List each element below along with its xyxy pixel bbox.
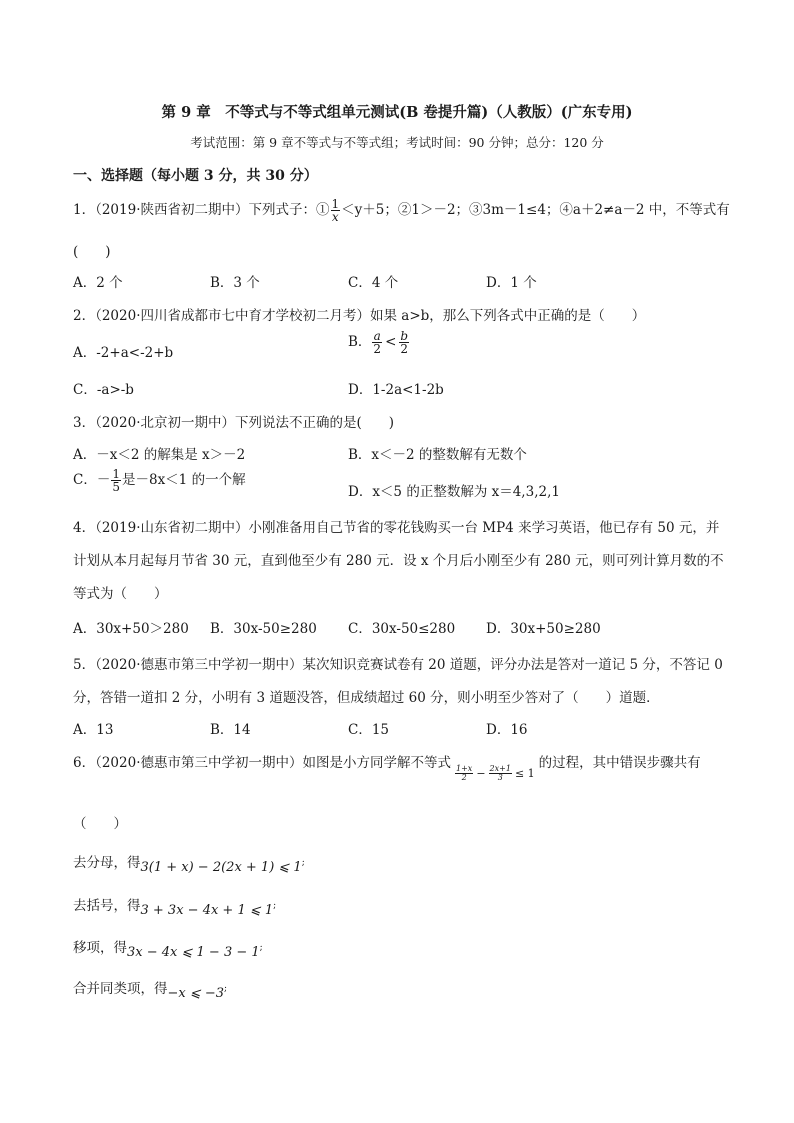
q3-fraction [111, 468, 121, 493]
q2-frac-a-den: 2 [373, 342, 382, 356]
q5-option-c[interactable]: C．15 [348, 722, 390, 738]
q6-frac-1-den: 2 [455, 773, 473, 782]
q2-option-a[interactable]: A．-2+a<-2+b [73, 345, 174, 361]
q3-option-c-rest: 是－8x＜1 的一个解 [121, 472, 246, 488]
q6-frac-2-den: 3 [489, 773, 512, 782]
q4-option-a[interactable]: A．30x+50＞280 [73, 621, 189, 637]
q6-prefix: 6．（2020·德惠市第三中学初一期中）如图是小方同学解不等式 [73, 755, 451, 771]
exam-info: 考试范围：第 9 章不等式与不等式组；考试时间：90 分钟；总分：120 分 [190, 135, 604, 150]
q5-option-d[interactable]: D．16 [486, 722, 528, 738]
q2-frac-b [399, 330, 409, 355]
q6-step-2-semi: ; [273, 901, 277, 911]
q1-rest: ＜y＋5；②1＞－2；③3m－1≤4；④a＋2≠a－2 中，不等式有 [341, 202, 730, 218]
q1-fraction [331, 198, 341, 223]
section-heading: 一、选择题（每小题 3 分，共 30 分） [73, 168, 318, 184]
q5-option-a[interactable]: A．13 [73, 722, 114, 738]
q1-option-c[interactable]: C．4 个 [348, 275, 399, 291]
q6-step-1-semi: ; [301, 858, 305, 868]
q2-option-b[interactable] [348, 330, 410, 355]
question-4-line-1: 4．（2019·山东省初二期中）小刚准备用自己节省的零花钱购买一台 MP4 来学习英语，他已存有 50 元，并 [73, 520, 720, 536]
question-4-line-3: 等式为（ ） [73, 586, 168, 602]
q2-lt: < [385, 334, 397, 350]
question-5-line-2: 分，答错一道扣 2 分，小明有 3 道题没答，但成绩超过 60 分，则小明至少答对了（ ）道题． [73, 690, 660, 706]
q6-le-1: ≤ 1 [514, 767, 535, 780]
q3-option-d[interactable]: D．x＜5 的正整数解为 x＝4,3,2,1 [348, 484, 560, 500]
q2-option-d[interactable]: D．1-2a<1-2b [348, 382, 444, 398]
question-2-stem: 2．（2020·四川省成都市七中育才学校初二月考）如果 a>b，那么下列各式中正确的是（ ） [73, 308, 646, 324]
q2-frac-b-num: b [400, 329, 409, 343]
q6-step-1-label: 去分母，得 [73, 855, 141, 871]
q6-step-2 [73, 894, 277, 918]
q6-step-4-math: −x ⩽ −3 [167, 986, 225, 1001]
q6-frac-1-num: 1+x [456, 764, 473, 773]
q2-frac-b-den: 2 [400, 342, 409, 356]
q1-frac-den: x [331, 210, 339, 224]
q2-option-b-label: B． [348, 334, 372, 350]
q6-step-3-semi: ; [259, 943, 263, 953]
q6-frac-2-num: 2x+1 [489, 764, 511, 773]
q4-option-d[interactable]: D．30x+50≥280 [486, 621, 601, 637]
q2-frac-a [372, 330, 382, 355]
q6-inequality [455, 765, 535, 782]
question-3-stem: 3．（2020·北京初一期中）下列说法不正确的是( ) [73, 415, 395, 431]
q6-step-3-label: 移项，得 [73, 940, 127, 956]
q6-step-1-math: 3(1 + x) − 2(2x + 1) ⩽ 1 [140, 860, 302, 875]
q1-option-d[interactable]: D．1 个 [486, 275, 537, 291]
q5-option-b[interactable]: B．14 [210, 722, 251, 738]
q3-option-c[interactable] [73, 468, 246, 493]
q3-frac-den: 5 [112, 480, 120, 494]
q6-step-4 [73, 977, 228, 1001]
q4-option-b[interactable]: B．30x-50≥280 [210, 621, 317, 637]
q2-option-c[interactable]: C．-a>-b [73, 382, 134, 398]
q6-step-4-semi: ; [224, 984, 228, 994]
q3-option-c-label: C．－ [73, 472, 111, 488]
question-4-line-2: 计划从本月起每月节省 30 元，直到他至少有 280 元．设 x 个月后小刚至少有 280 元，则可列计算月数的不 [73, 553, 724, 569]
q1-frac-num: 1 [331, 197, 340, 211]
q6-step-2-label: 去括号，得 [73, 898, 141, 914]
q6-step-1 [73, 851, 305, 875]
q6-frac-1 [455, 765, 473, 782]
q6-minus: − [476, 767, 486, 780]
q1-option-a[interactable]: A．2 个 [73, 275, 123, 291]
q6-step-4-label: 合并同类项，得 [73, 981, 168, 997]
question-5-line-1: 5．（2020·德惠市第三中学初一期中）某次知识竞赛试卷有 20 道题，评分办法是答对一道记 5 分，不答记 0 [73, 657, 723, 673]
q4-option-c[interactable]: C．30x-50≤280 [348, 621, 456, 637]
q6-frac-2 [489, 765, 512, 782]
q1-prefix: 1．（2019·陕西省初二期中）下列式子：① [73, 202, 330, 218]
q6-step-3 [73, 936, 263, 960]
q2-frac-a-num: a [373, 329, 381, 343]
q6-paren: （ ） [73, 816, 127, 832]
q6-suffix: 的过程，其中错误步骤共有 [538, 755, 701, 771]
page-title: 第 9 章 不等式与不等式组单元测试(B 卷提升篇)（人教版）(广东专用) [161, 104, 633, 121]
q6-step-2-math: 3 + 3x − 4x + 1 ⩽ 1 [140, 903, 274, 918]
q3-frac-num: 1 [112, 467, 120, 481]
question-6-stem [73, 751, 701, 782]
q6-step-3-math: 3x − 4x ⩽ 1 − 3 − 1 [127, 945, 260, 960]
q3-option-a[interactable]: A．－x＜2 的解集是 x＞－2 [73, 447, 246, 463]
q3-option-b[interactable]: B．x＜－2 的整数解有无数个 [348, 447, 527, 463]
q1-option-b[interactable]: B．3 个 [210, 275, 260, 291]
question-1-stem [73, 198, 730, 223]
q1-paren: ( ) [73, 244, 111, 260]
